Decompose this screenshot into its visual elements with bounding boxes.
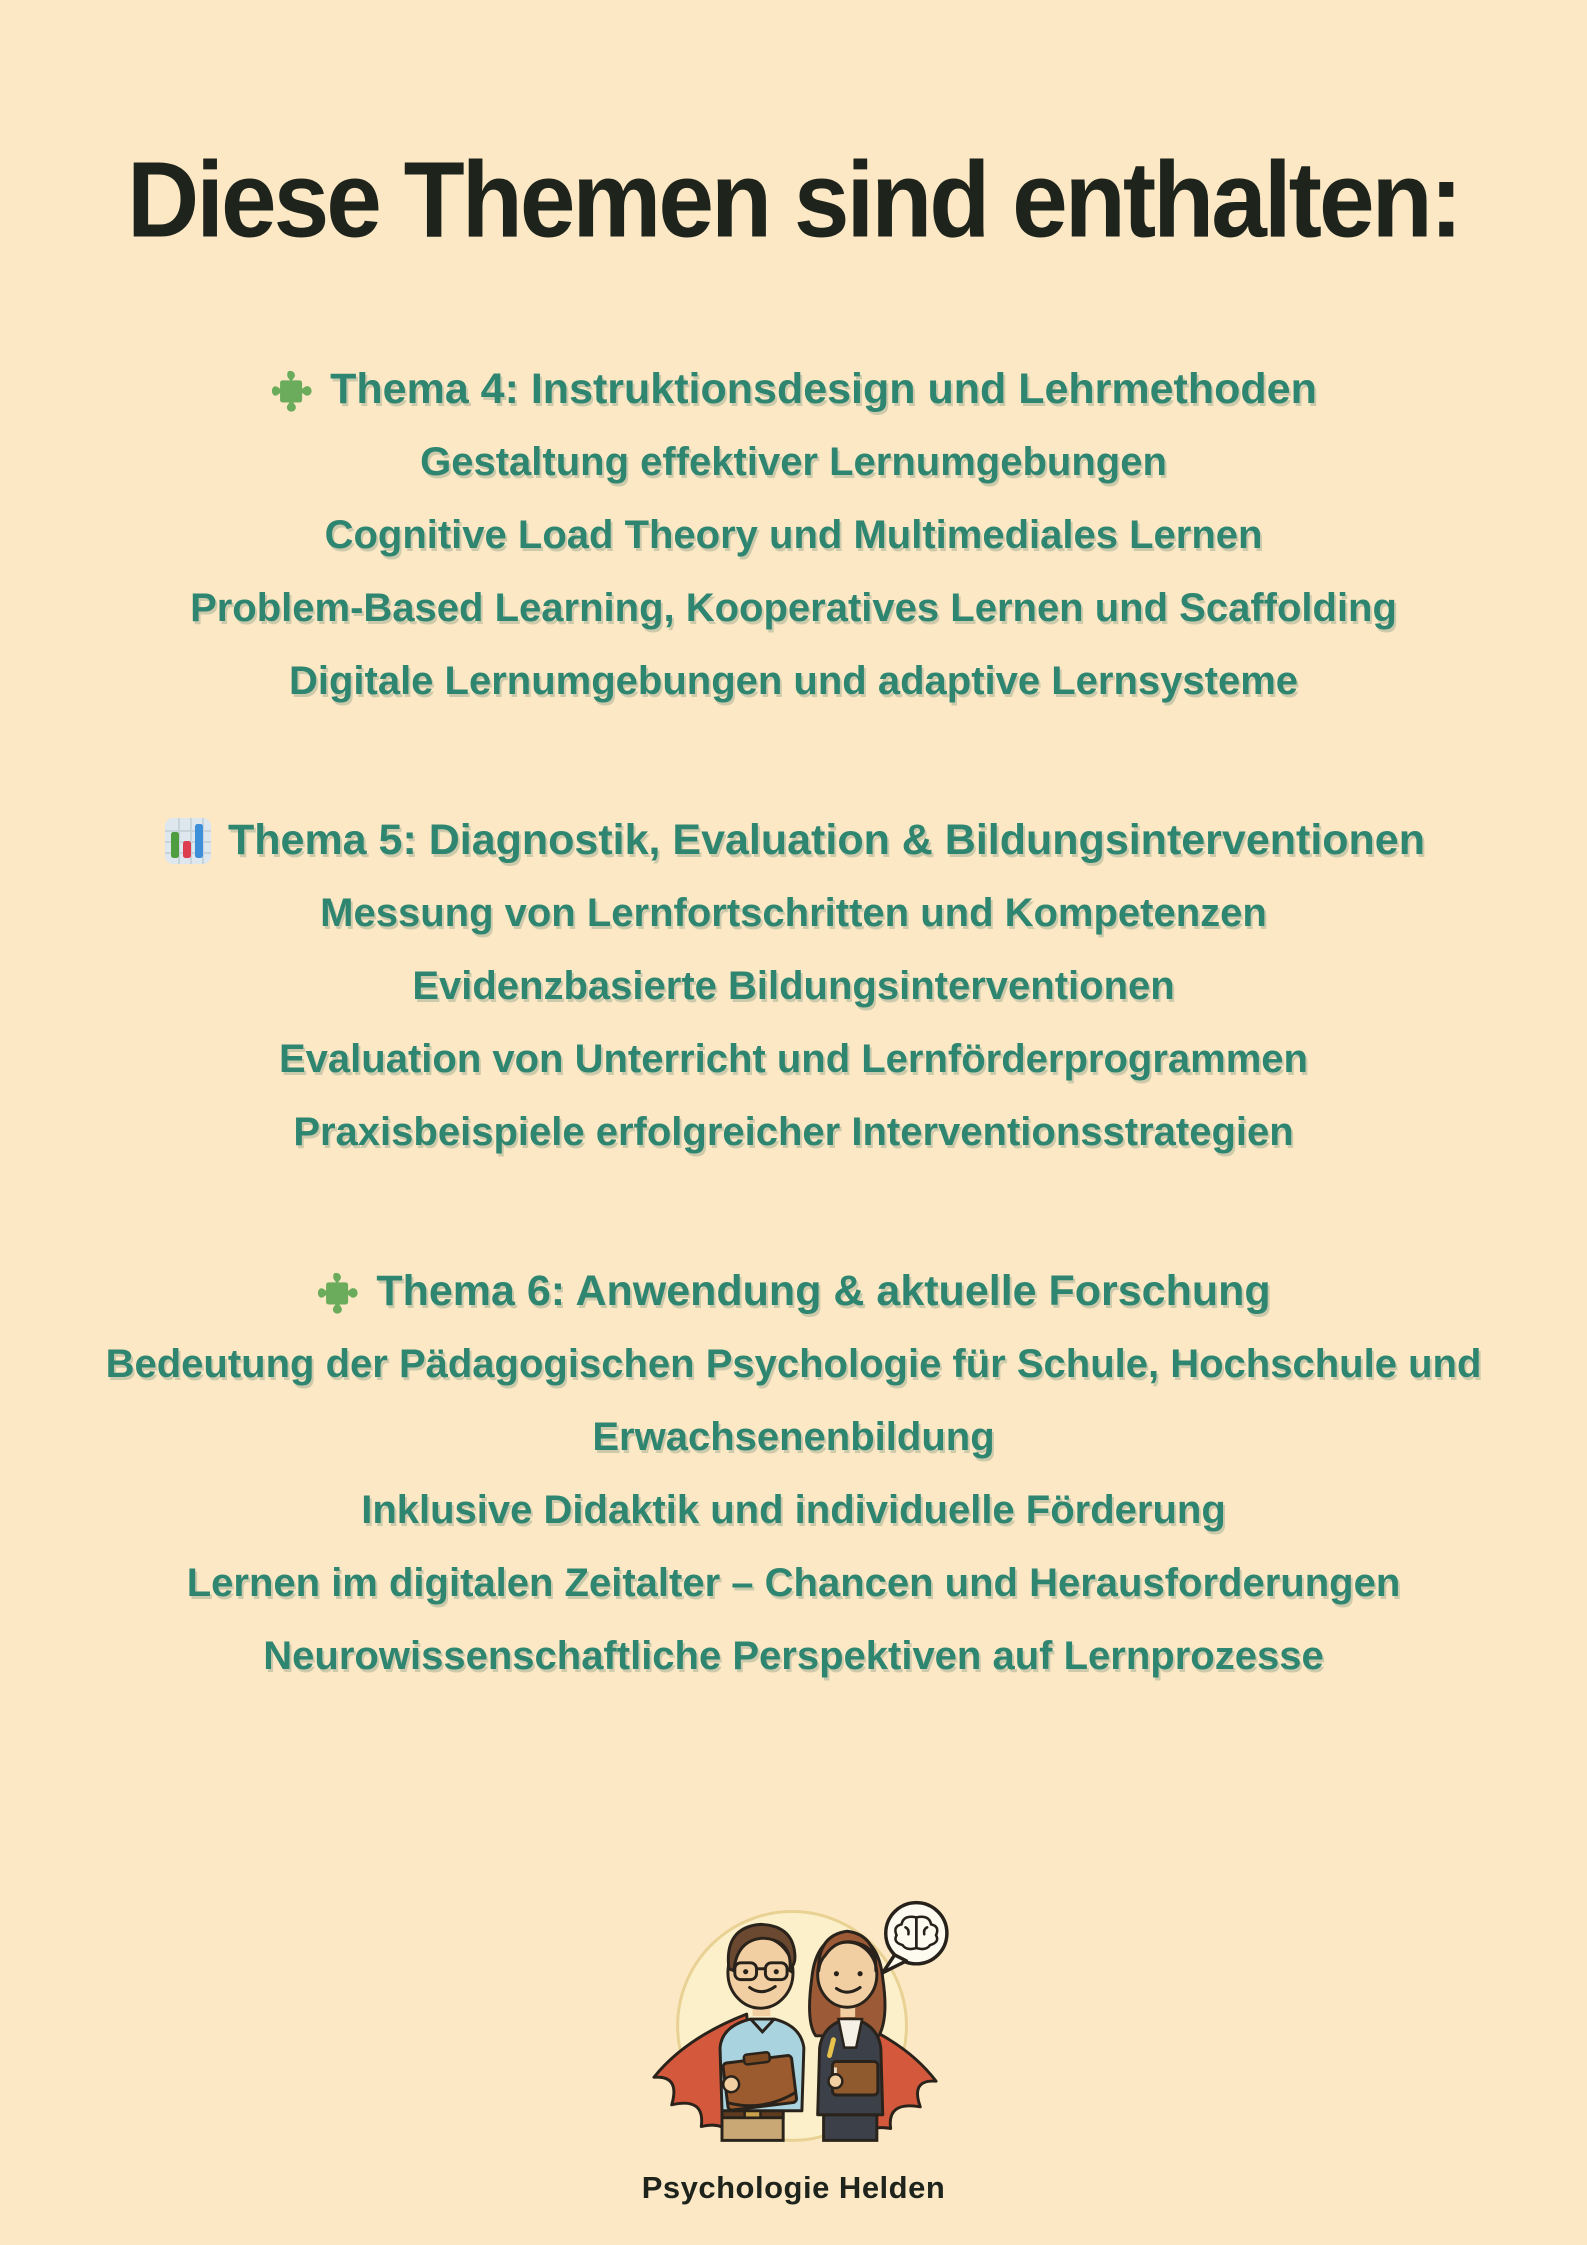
list-item: Evaluation von Unterricht und Lernförderprogrammen — [278, 1037, 1308, 1081]
woman-figure — [809, 1931, 884, 2140]
section-thema-6 — [59, 1255, 1529, 1693]
puzzle-icon — [316, 1269, 362, 1315]
list-item: Cognitive Load Theory und Multimediales Lernen — [324, 513, 1263, 557]
section-thema-4 — [59, 353, 1529, 718]
footer — [0, 1878, 1587, 2206]
list-item: Digitale Lernumgebungen und adaptive Lernsysteme — [288, 659, 1299, 703]
page-title: Diese Themen sind enthalten: — [127, 139, 1460, 261]
bar-chart-icon — [162, 815, 214, 867]
list-item: Inklusive Didaktik und individuelle Förderung — [361, 1488, 1226, 1532]
brand-illustration — [626, 1878, 962, 2168]
man-figure — [719, 1924, 803, 2140]
list-item: Bedeutung der Pädagogischen Psychologie für Schule, Hochschule und Erwachsenenbildung — [105, 1342, 1482, 1459]
section-heading-row — [59, 353, 1529, 426]
brand-name: Psychologie Helden — [641, 2170, 946, 2205]
list-item: Evidenzbasierte Bildungsinterventionen — [412, 964, 1175, 1008]
section-heading: Thema 5: Diagnostik, Evaluation & Bildungsinterventionen — [228, 816, 1425, 864]
list-item: Lernen im digitalen Zeitalter – Chancen und Herausforderungen — [186, 1561, 1401, 1605]
section-thema-5 — [59, 804, 1529, 1169]
section-heading-row — [59, 1255, 1529, 1328]
list-item: Messung von Lernfortschritten und Kompetenzen — [320, 891, 1267, 935]
list-item: Problem-Based Learning, Kooperatives Lernen und Scaffolding — [190, 586, 1397, 630]
list-item: Praxisbeispiele erfolgreicher Interventionsstrategien — [293, 1110, 1294, 1154]
section-heading: Thema 6: Anwendung & aktuelle Forschung — [376, 1267, 1271, 1315]
brain-speech-bubble-icon — [882, 1903, 946, 1973]
section-heading: Thema 4: Instruktionsdesign und Lehrmethoden — [330, 365, 1317, 413]
puzzle-icon — [270, 367, 316, 413]
section-heading-row — [59, 804, 1529, 877]
list-item: Neurowissenschaftliche Perspektiven auf Lernprozesse — [263, 1634, 1324, 1678]
list-item: Gestaltung effektiver Lernumgebungen — [420, 440, 1167, 484]
